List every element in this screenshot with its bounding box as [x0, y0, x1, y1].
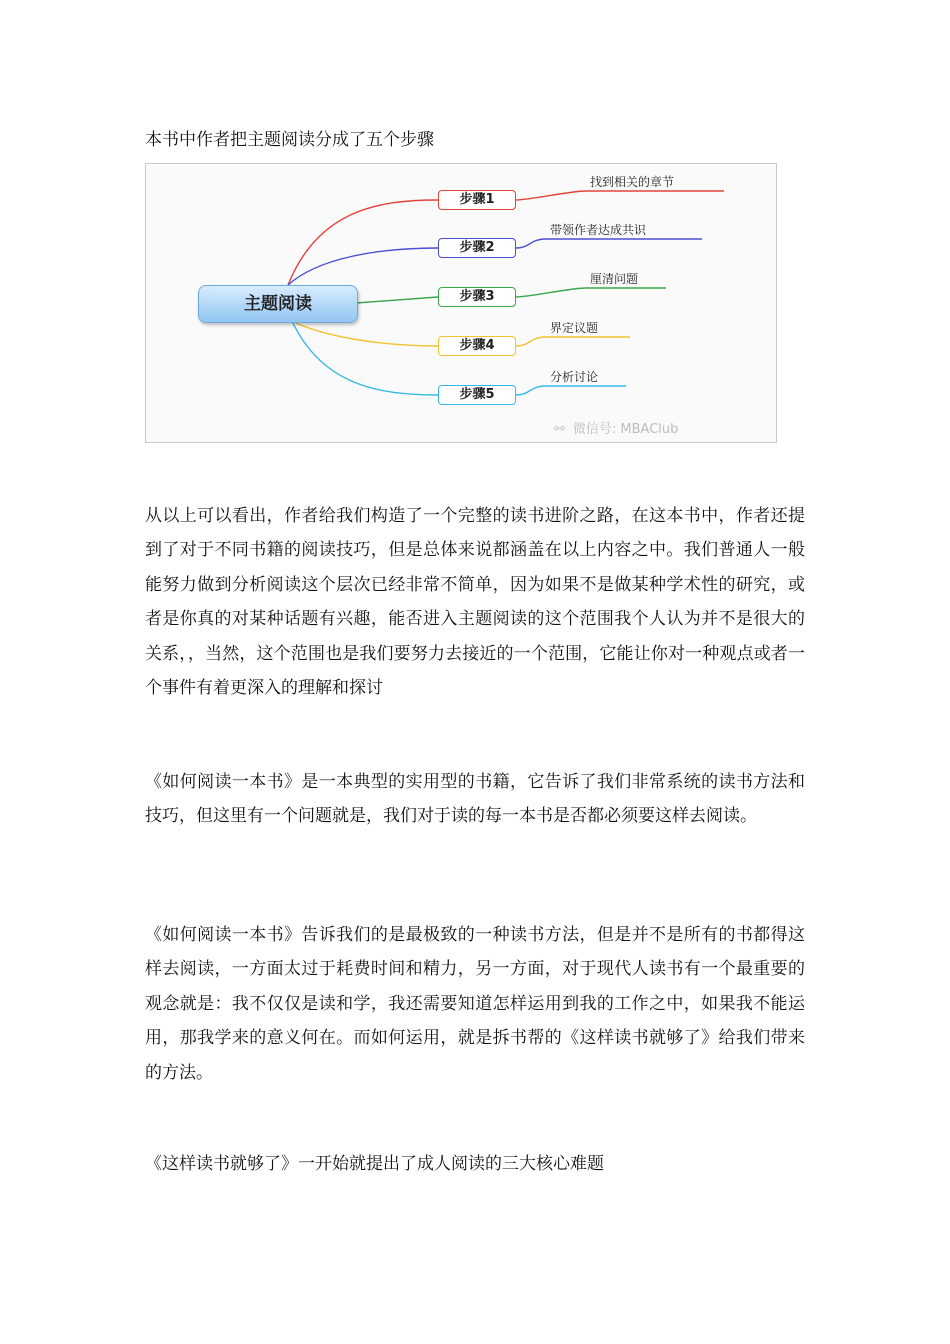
mindmap-branch-5	[292, 321, 438, 395]
body-paragraph-2: 《如何阅读一本书》是一本典型的实用型的书籍，它告诉了我们非常系统的读书方法和技巧，但这里有一个问题就是，我们对于读的每一本书是否都必须要这样去阅读。	[145, 772, 805, 827]
mindmap-step-3: 步骤3	[438, 287, 516, 307]
watermark-text: 微信号: MBAClub	[572, 422, 679, 437]
mindmap-central-node: 主题阅读	[198, 285, 358, 323]
mindmap-leaf-5: 分析讨论	[550, 370, 599, 384]
mindmap-step-5: 步骤5	[438, 385, 516, 405]
body-paragraph-4: 《这样读书就够了》一开始就提出了成人阅读的三大核心难题	[145, 1154, 604, 1174]
mindmap-branch-4	[292, 321, 438, 346]
body-paragraph-1: 从以上可以看出，作者给我们构造了一个完整的读书进阶之路，在这本书中，作者还提到了对于不同书籍的阅读技巧，但是总体来说都涵盖在以上内容之中。我们普通人一般能努力做到分析阅读这个层次已经非常不简单，因为如果不是做某种学术性的研究，或者是你真的对某种话题有兴趣，能否进入主题阅读的这个范围我个人认为并不是很大的关系，，当然，这个范围也是我们要努力去接近的一个范围，它能让你对一种观点或者一个事件有着更深入的理解和探讨	[145, 506, 805, 699]
mindmap-figure	[145, 163, 777, 443]
mindmap-leaf-connector-5	[516, 386, 626, 395]
mindmap-leaf-2: 带领作者达成共识	[550, 223, 647, 237]
watermark	[554, 418, 678, 437]
mindmap-step-1: 步骤1	[438, 190, 516, 210]
body-paragraph-3: 《如何阅读一本书》告诉我们的是最极致的一种读书方法，但是并不是所有的书都得这样去阅读，一方面太过于耗费时间和精力，另一方面，对于现代人读书有一个最重要的观念就是：我不仅仅是读和学，我还需要知道怎样运用到我的工作之中，如果我不能运用，那我学来的意义何在。而如何运用，就是拆书帮的《这样读书就够了》给我们带来的方法。	[145, 925, 805, 1083]
mindmap-leaf-connector-1	[516, 191, 724, 200]
mindmap-leaf-4: 界定议题	[550, 321, 599, 335]
mindmap-leaf-1: 找到相关的章节	[590, 175, 675, 189]
mindmap-step-2: 步骤2	[438, 238, 516, 258]
mindmap-leaf-connector-2	[516, 239, 702, 248]
mindmap-branch-2	[288, 248, 438, 285]
mindmap-branch-1	[288, 200, 438, 285]
mindmap-step-4: 步骤4	[438, 336, 516, 356]
wechat-icon: ⚯	[554, 422, 565, 437]
mindmap-leaf-3: 厘清问题	[590, 272, 639, 286]
mindmap-leaf-connector-3	[516, 288, 666, 297]
mindmap-leaf-connector-4	[516, 337, 630, 346]
intro-text: 本书中作者把主题阅读分成了五个步骤	[145, 130, 434, 150]
mindmap-branch-3	[356, 297, 438, 303]
